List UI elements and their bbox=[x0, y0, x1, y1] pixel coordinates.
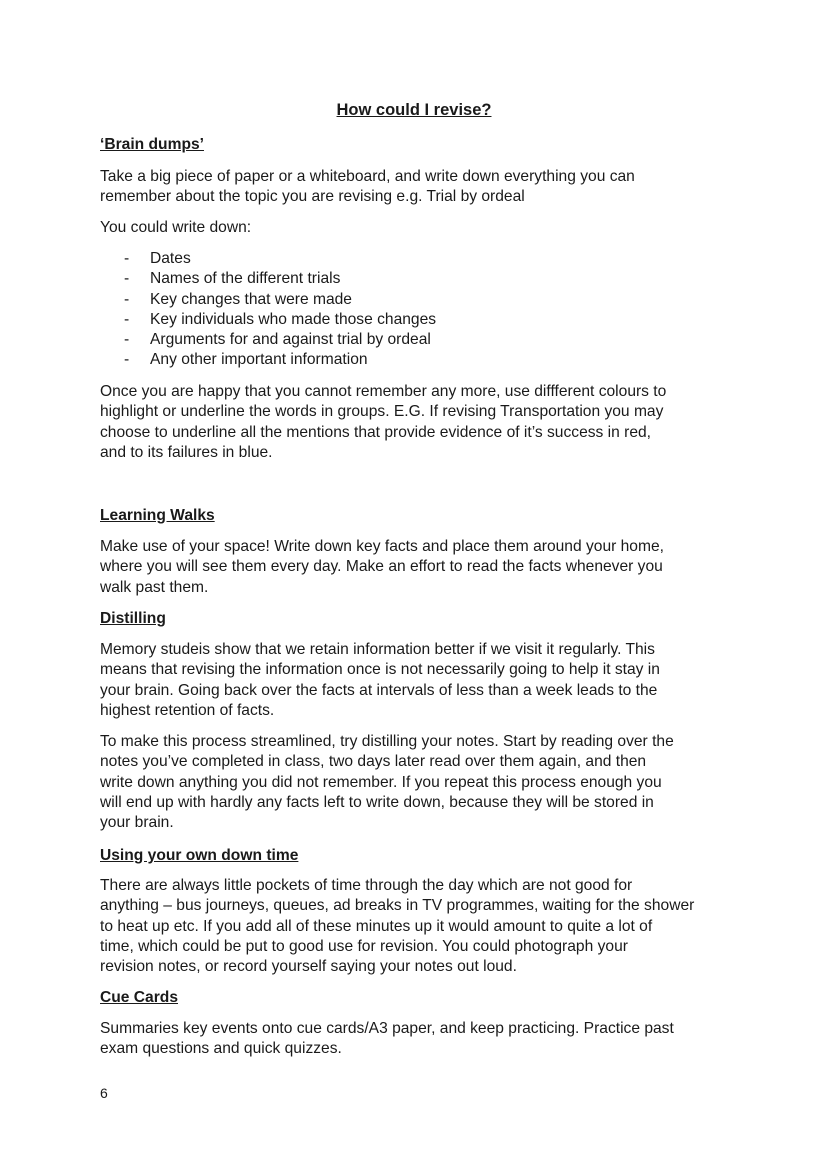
text-line: notes you’ve completed in class, two days later read over them again, and then bbox=[100, 753, 647, 771]
bullet-dash: - bbox=[124, 310, 130, 328]
text-line: anything – bus journeys, queues, ad breaks in TV programmes, waiting for the shower bbox=[100, 897, 695, 915]
section-heading: Cue Cards bbox=[100, 989, 178, 1006]
bullet-dash: - bbox=[124, 351, 130, 369]
list-item bbox=[100, 269, 436, 289]
paragraph bbox=[100, 732, 674, 833]
paragraph bbox=[100, 167, 635, 208]
text-line: choose to underline all the mentions that provide evidence of it’s success in red, bbox=[100, 423, 652, 441]
page-number: 6 bbox=[100, 1085, 108, 1101]
bullet-dash: - bbox=[124, 290, 130, 308]
text-line: means that revising the information once is not necessarily going to help it stay in bbox=[100, 661, 660, 679]
text-line: revision notes, or record yourself saying your notes out loud. bbox=[100, 958, 517, 976]
text-line: to heat up etc. If you add all of these minutes up it would amount to quite a lot of bbox=[100, 917, 653, 935]
bullet-list bbox=[100, 249, 436, 371]
list-item-text: Names of the different trials bbox=[150, 270, 341, 288]
paragraph bbox=[100, 876, 694, 977]
text-line: write down anything you did not remember. If you repeat this process enough you bbox=[100, 773, 662, 791]
section-heading: Distilling bbox=[100, 610, 166, 627]
text-line: and to its failures in blue. bbox=[100, 443, 273, 461]
text-line: Take a big piece of paper or a whiteboard, and write down everything you can bbox=[100, 168, 635, 185]
bullet-dash: - bbox=[124, 270, 130, 288]
text-line: Memory studeis show that we retain information better if we visit it regularly. This bbox=[100, 641, 655, 658]
page-title: How could I revise? bbox=[336, 101, 492, 119]
text-line: remember about the topic you are revising e.g. Trial by ordeal bbox=[100, 188, 525, 206]
paragraph bbox=[100, 640, 660, 721]
text-line: walk past them. bbox=[100, 578, 209, 596]
section-heading: Using your own down time bbox=[100, 847, 299, 864]
text-line: Once you are happy that you cannot remember any more, use diffferent colours to bbox=[100, 383, 667, 400]
text-line: highest retention of facts. bbox=[100, 701, 275, 719]
list-item bbox=[100, 249, 436, 269]
list-item-text: Any other important information bbox=[150, 351, 368, 369]
section-heading: Learning Walks bbox=[100, 507, 215, 524]
text-line: There are always little pockets of time through the day which are not good for bbox=[100, 877, 633, 894]
text-line: exam questions and quick quizzes. bbox=[100, 1040, 342, 1058]
text-line: To make this process streamlined, try distilling your notes. Start by reading over the bbox=[100, 733, 674, 750]
text-line: your brain. Going back over the facts at intervals of less than a week leads to the bbox=[100, 681, 658, 699]
bullet-dash: - bbox=[124, 250, 130, 267]
text-line: will end up with hardly any facts left to write down, because they will be stored in bbox=[100, 793, 654, 811]
text-line: your brain. bbox=[100, 814, 174, 832]
paragraph bbox=[100, 537, 664, 598]
bullet-dash: - bbox=[124, 331, 130, 349]
list-item bbox=[100, 330, 436, 350]
list-item bbox=[100, 350, 436, 370]
paragraph bbox=[100, 382, 666, 463]
text-line: time, which could be put to good use for revision. You could photograph your bbox=[100, 937, 628, 955]
list-item-text: Arguments for and against trial by ordeal bbox=[150, 331, 431, 349]
text-line: Make use of your space! Write down key facts and place them around your home, bbox=[100, 538, 664, 555]
text-line: You could write down: bbox=[100, 219, 252, 236]
paragraph bbox=[100, 218, 251, 238]
text-line: highlight or underline the words in groups. E.G. If revising Transportation you may bbox=[100, 403, 664, 421]
text-line: Summaries key events onto cue cards/A3 paper, and keep practicing. Practice past bbox=[100, 1020, 674, 1037]
list-item-text: Dates bbox=[150, 250, 191, 267]
text-line: where you will see them every day. Make an effort to read the facts whenever you bbox=[100, 558, 663, 576]
list-item bbox=[100, 310, 436, 330]
paragraph bbox=[100, 1019, 674, 1060]
section-heading: ‘Brain dumps’ bbox=[100, 136, 204, 153]
list-item-text: Key changes that were made bbox=[150, 290, 352, 308]
list-item-text: Key individuals who made those changes bbox=[150, 310, 437, 328]
list-item bbox=[100, 290, 436, 310]
